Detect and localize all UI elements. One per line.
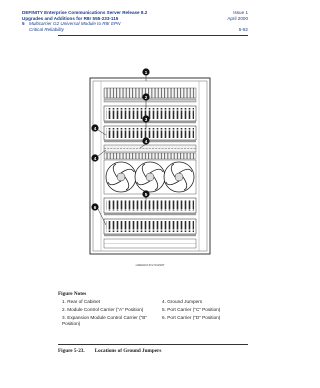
document-subtitle: Upgrades and Additions for R8r 555-233-115 — [22, 15, 119, 21]
callout-2 — [142, 93, 149, 100]
figure-notes-title: Figure Notes — [58, 291, 87, 297]
svg-text:1: 1 — [144, 69, 148, 75]
figure-note-2: 2. Module Control Carrier (“A” Position) — [62, 307, 144, 312]
callout-3 — [142, 115, 149, 122]
caption-rule — [58, 344, 248, 345]
issue-date: April 2000 — [227, 15, 248, 21]
svg-text:2: 2 — [144, 94, 148, 100]
callout-5 — [142, 190, 149, 197]
carrier-d — [104, 219, 196, 236]
fan-left — [106, 162, 136, 192]
callout-4-lower — [91, 154, 98, 161]
svg-text:4: 4 — [93, 125, 97, 131]
callout-4-middle — [142, 137, 149, 144]
chapter-title: Multicarrier G2 Universal Module to R8r EPN — [29, 21, 121, 27]
ground-jumper-strip — [104, 145, 196, 159]
cabinet-bottom-panel — [104, 239, 196, 248]
callout-4-upper — [91, 124, 98, 131]
figure-caption — [58, 348, 161, 354]
chapter-number: 5 — [22, 21, 25, 27]
carrier-c — [104, 198, 196, 215]
figure-note-4: 4. Ground Jumpers — [162, 299, 203, 304]
svg-text:4: 4 — [93, 155, 97, 161]
figure-note-3: 3. Expansion Module Control Carrier (“B” Position) — [62, 315, 147, 326]
issue-label: Issue 1 — [233, 10, 248, 15]
figure-note-6: 6. Port Carrier (“D” Position) — [162, 315, 221, 320]
callout-1 — [142, 68, 149, 75]
fan-middle — [135, 162, 165, 192]
section-title: Critical Reliability — [29, 26, 64, 32]
figure-note-5: 5. Port Carrier (“C” Position) — [162, 307, 221, 312]
cabinet-top-panel — [104, 88, 196, 102]
page-number: 5-82 — [238, 26, 248, 32]
figure-caption-label: Figure 5-23. — [58, 348, 85, 354]
svg-text:4: 4 — [144, 138, 148, 144]
svg-text:6: 6 — [93, 204, 97, 210]
carrier-b — [104, 126, 196, 142]
svg-text:3: 3 — [144, 116, 148, 122]
figure-note-1: 1. Rear of Cabinet — [62, 299, 101, 304]
callout-6 — [91, 203, 98, 210]
fan-right — [164, 162, 194, 192]
figure-caption-text: Locations of Ground Jumpers — [94, 348, 162, 354]
drawing-id: ndbkt3c3 ICV 010197 — [135, 263, 165, 267]
svg-text:5: 5 — [144, 191, 148, 197]
carrier-a — [104, 106, 196, 123]
document-title: DEFINITY Enterprise Communications Server Release 8.2 — [22, 10, 148, 15]
fan-assembly — [104, 160, 196, 194]
